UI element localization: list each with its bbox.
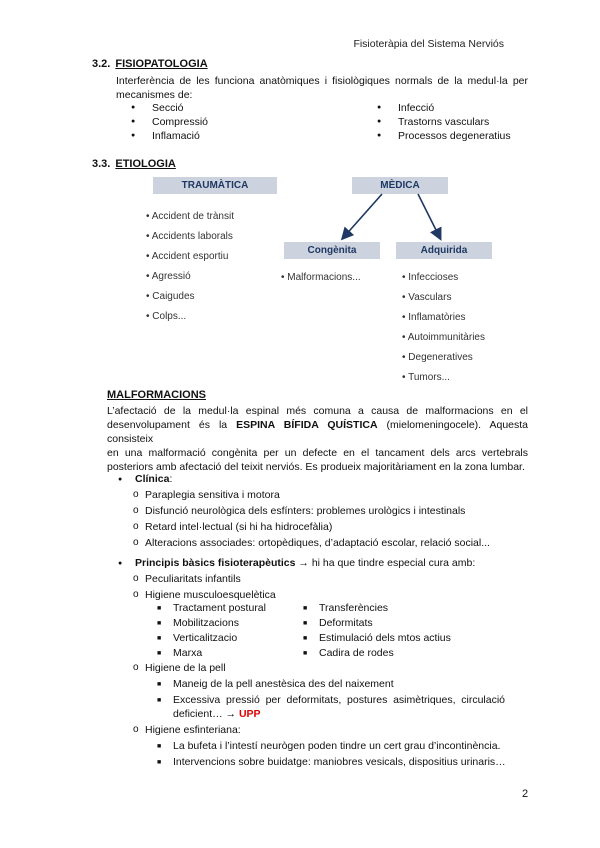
paragraph-line: L’afectació de la medul·la espinal més comuna a causa de malformacions en el: [107, 405, 528, 417]
diagram-item: • Infeccioses: [402, 272, 459, 283]
intro-line: Interferència de les funciona anatòmiques i fisiològiques normals de la medul·la per: [116, 75, 528, 87]
musc-left-list: [155, 601, 305, 660]
diagram-item: • Colps...: [146, 311, 187, 322]
section-number: 3.3.: [92, 158, 111, 170]
arrow-to-congenita: [343, 194, 382, 238]
paragraph-line: en una malformació congènita per un defecte en el tancament dels arcs vertebrals: [107, 447, 528, 459]
paragraph-line: posteriors amb afectació del teixit nerviós. Es produeix majoritàriament en la zona lumbar.: [107, 461, 525, 473]
list-item: ■ Estimulació dels mtos actius: [301, 631, 521, 645]
text-run: desenvolupament és la: [107, 419, 237, 431]
bullet-label: Clínica: [135, 473, 170, 485]
text-run: (mielomeningocele). Aquesta consisteix: [107, 419, 529, 445]
list-item: ■ Transferències: [301, 601, 521, 615]
clinica-bullet: [107, 472, 537, 486]
list-item: ● Trastorns vasculars: [362, 115, 511, 129]
list-item: ■ Tractament postural: [155, 601, 305, 615]
section-title: FISIOPATOLOGIA: [115, 58, 208, 70]
higiene-esf-block: [117, 723, 537, 737]
list-item: ■ Mobilitzacions: [155, 616, 305, 630]
diagram-item: • Malformacions...: [281, 272, 361, 283]
text-run: deficient… →: [173, 708, 239, 720]
list-item: o Disfunció neurològica dels esfínters: problemes urològics i intestinals: [117, 504, 537, 518]
list-item: ■ Maneig de la pell anestèsica des del naixement: [155, 677, 505, 691]
emphasis-text: ESPINA BÍFIDA QUÍSTICA: [236, 419, 378, 431]
diagram-item: • Tumors...: [402, 372, 450, 383]
list-item: ● Infecció: [362, 101, 511, 115]
diagram-item: • Inflamatòries: [402, 312, 466, 323]
diagram-item: • Accidents laborals: [146, 231, 233, 242]
list-item: o Alteracions associades: ortopèdiques, d’adaptació escolar, relació social...: [117, 536, 537, 550]
diagram-item: • Degeneratives: [402, 352, 473, 363]
list-item: o Paraplegia sensitiva i motora: [117, 488, 537, 502]
text-run: hi ha que tindre especial cura amb:: [308, 557, 476, 569]
musc-right-list: [301, 601, 521, 660]
principis-bullet: [107, 556, 537, 570]
bullet-label: Principis bàsics fisioterapèutics: [135, 557, 296, 569]
upp-label: UPP: [238, 708, 261, 720]
higiene-pell-block: [117, 661, 537, 675]
principis-block: [107, 556, 537, 602]
list-item: o Retard intel·lectual (si hi ha hidrocefàlia): [117, 520, 537, 534]
clinica-block: [107, 472, 537, 550]
traumatica-items: [146, 207, 234, 327]
esf-list: [155, 739, 525, 769]
text-run: ■ Excessiva pressió per deformitats, postures asimètriques, circulació: [173, 694, 505, 706]
list-item: ● Secció: [116, 101, 208, 115]
diagram-box-medica: MÈDICA: [352, 177, 448, 194]
malformacions-heading: MALFORMACIONS: [107, 389, 206, 401]
text-run: [173, 707, 505, 721]
diagram-item: • Caigudes: [146, 291, 195, 302]
diagram-box-adquirida: Adquirida: [396, 242, 492, 259]
running-header: Fisioteràpia del Sistema Nerviós: [353, 38, 504, 50]
list-item: ● Inflamació: [116, 129, 208, 143]
list-item: ■ Cadira de rodes: [301, 646, 521, 660]
adquirida-items: [402, 268, 485, 388]
list-item: o Higiene musculoesquelètica: [117, 588, 537, 602]
list-item: ● Compressió: [116, 115, 208, 129]
diagram-item: • Agressió: [146, 271, 191, 282]
list-item: o Peculiaritats infantils: [117, 572, 537, 586]
congenita-items: [281, 268, 361, 288]
list-item: o Higiene de la pell: [117, 661, 537, 675]
diagram-box-traumatica: TRAUMÀTICA: [153, 177, 277, 194]
section-number: 3.2.: [92, 58, 111, 70]
list-item: ■ Intervencions sobre buidatge: maniobres vesicals, dispositius urinaris…: [155, 755, 525, 769]
list-item: ■ Verticalitzacio: [155, 631, 305, 645]
diagram-item: • Vasculars: [402, 292, 452, 303]
list-item: ■ Marxa: [155, 646, 305, 660]
list-item: ● Processos degeneratius: [362, 129, 511, 143]
list-item: ■ Deformitats: [301, 616, 521, 630]
diagram-item: • Accident de trànsit: [146, 211, 234, 222]
text-run: :: [169, 473, 173, 485]
intro-line: mecanismes de:: [116, 89, 193, 101]
paragraph-line: [107, 418, 528, 446]
page-number: 2: [522, 788, 529, 800]
list-item: ■ La bufeta i l’intestí neurògen poden tindre un cert grau d’incontinència.: [155, 739, 525, 753]
diagram-item: • Autoimmunitàries: [402, 332, 485, 343]
list-item: [155, 693, 505, 721]
diagram-arrows: [0, 0, 600, 300]
section-title: ETIOLOGIA: [115, 158, 176, 170]
arrow-glyph: →: [298, 557, 309, 569]
diagram-item: • Accident esportiu: [146, 251, 229, 262]
malformacions-paragraph: [107, 404, 528, 474]
pell-list: [155, 677, 505, 721]
list-item: o Higiene esfinteriana:: [117, 723, 537, 737]
diagram-box-congenita: Congènita: [284, 242, 380, 259]
arrow-to-adquirida: [418, 194, 440, 238]
